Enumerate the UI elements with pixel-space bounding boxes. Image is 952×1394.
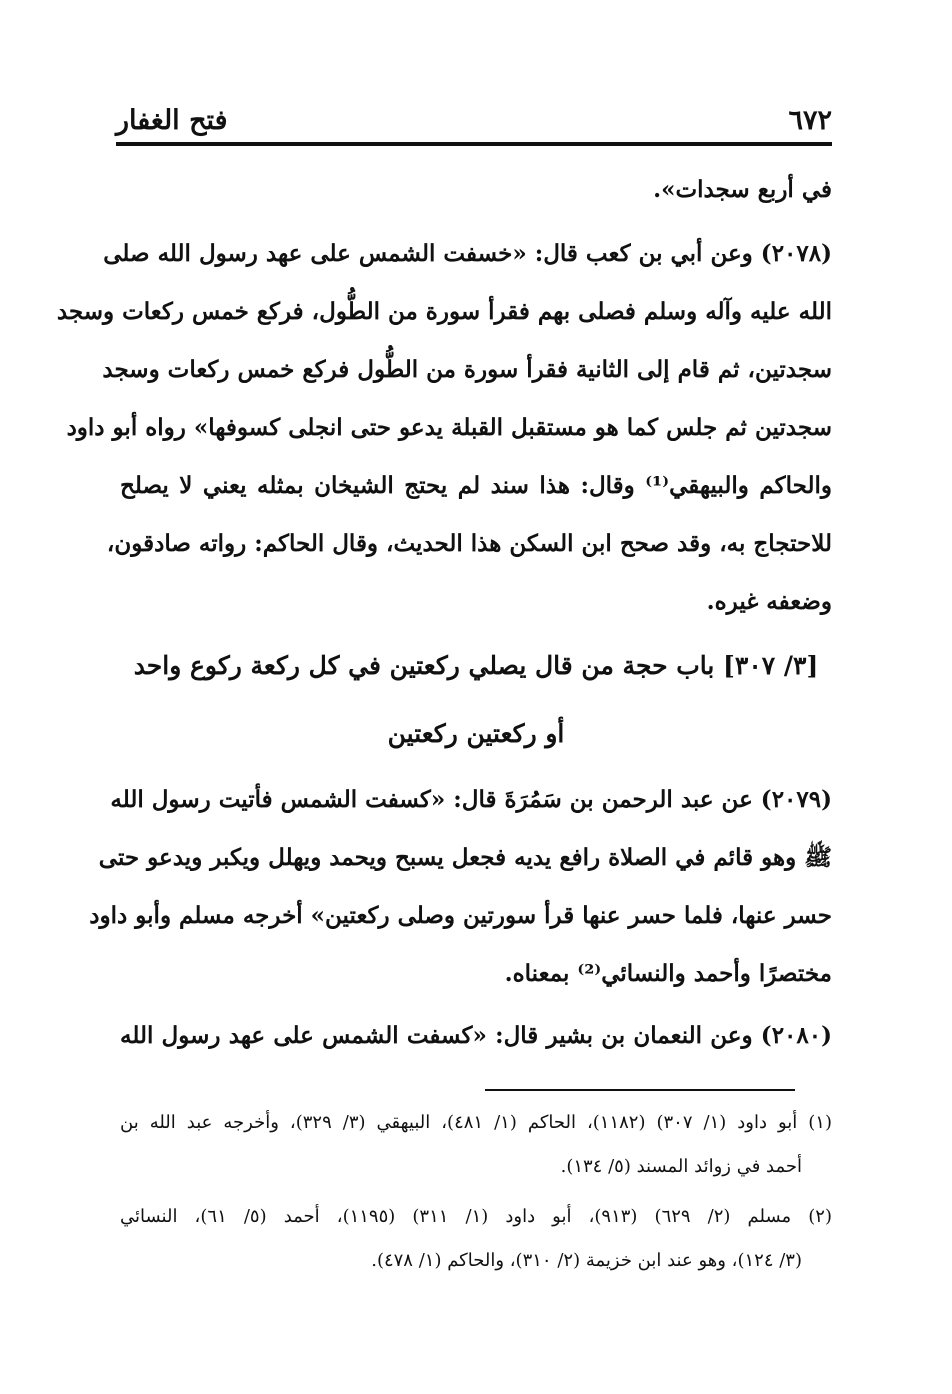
page-header [116, 96, 832, 136]
text-line: وضعفه غيره. [706, 588, 832, 615]
text-line: والحاكم والبيهقي⁽¹⁾ وقال: هذا سند لم يحتج الشيخان بمثله يعني لا يصلح [120, 472, 832, 499]
text-line: حسر عنها، فلما حسر عنها قرأ سورتين وصلى ركعتين» أخرجه مسلم وأبو داود [89, 902, 832, 929]
chapter-heading-line-2: أو ركعتين ركعتين [387, 719, 565, 748]
text-line: في أربع سجدات». [653, 176, 832, 203]
page-number: ٦٧٢ [788, 105, 832, 136]
text-line: للاحتجاج به، وقد صحح ابن السكن هذا الحديث، وقال الحاكم: رواته صادقون، [106, 530, 832, 557]
book-title: فتح الغفار [116, 105, 228, 136]
chapter-heading-line-1: [٣/ ٣٠٧] باب حجة من قال يصلي ركعتين في كل ركعة ركوع واحد [133, 651, 819, 680]
footnote-divider [485, 1089, 795, 1091]
text-line: سجدتين ثم جلس كما هو مستقبل القبلة يدعو حتى انجلى كسوفها» رواه أبو داود [66, 414, 832, 441]
text-line: (٢٠٧٨) وعن أبي بن كعب قال: «خسفت الشمس على عهد رسول الله صلى [103, 240, 832, 267]
footnote-line: (٢) مسلم (٢/ ٦٢٩) (٩١٣)، أبو داود (١/ ٣١١) (١١٩٥)، أحمد (٥/ ٦١)، النسائي [120, 1206, 832, 1227]
footnote-line: أحمد في زوائد المسند (٥/ ١٣٤). [560, 1156, 802, 1177]
text-line: ﷺ وهو قائم في الصلاة رافع يديه فجعل يسبح ويحمد ويهلل ويكبر ويدعو حتى [98, 844, 832, 871]
text-line: الله عليه وآله وسلم فصلى بهم فقرأ سورة من الطُّول، فركع خمس ركعات وسجد [56, 298, 832, 325]
footnote-line: (١) أبو داود (١/ ٣٠٧) (١١٨٢)، الحاكم (١/ ٤٨١)، البيهقي (٣/ ٣٢٩)، وأخرجه عبد الله بن [120, 1112, 832, 1133]
text-line: (٢٠٨٠) وعن النعمان بن بشير قال: «كسفت الشمس على عهد رسول الله [120, 1022, 832, 1049]
text-line: سجدتين، ثم قام إلى الثانية فقرأ سورة من الطُّول فركع خمس ركعات وسجد [102, 356, 832, 383]
footnote-line: (٣/ ١٢٤)، وهو عند ابن خزيمة (٢/ ٣١٠)، والحاكم (١/ ٤٧٨). [371, 1250, 802, 1271]
text-line: (٢٠٧٩) عن عبد الرحمن بن سَمُرَةَ قال: «كسفت الشمس فأتيت رسول الله [110, 786, 832, 813]
text-line: مختصرًا وأحمد والنسائي⁽²⁾ بمعناه. [504, 960, 832, 987]
header-divider [116, 142, 832, 146]
